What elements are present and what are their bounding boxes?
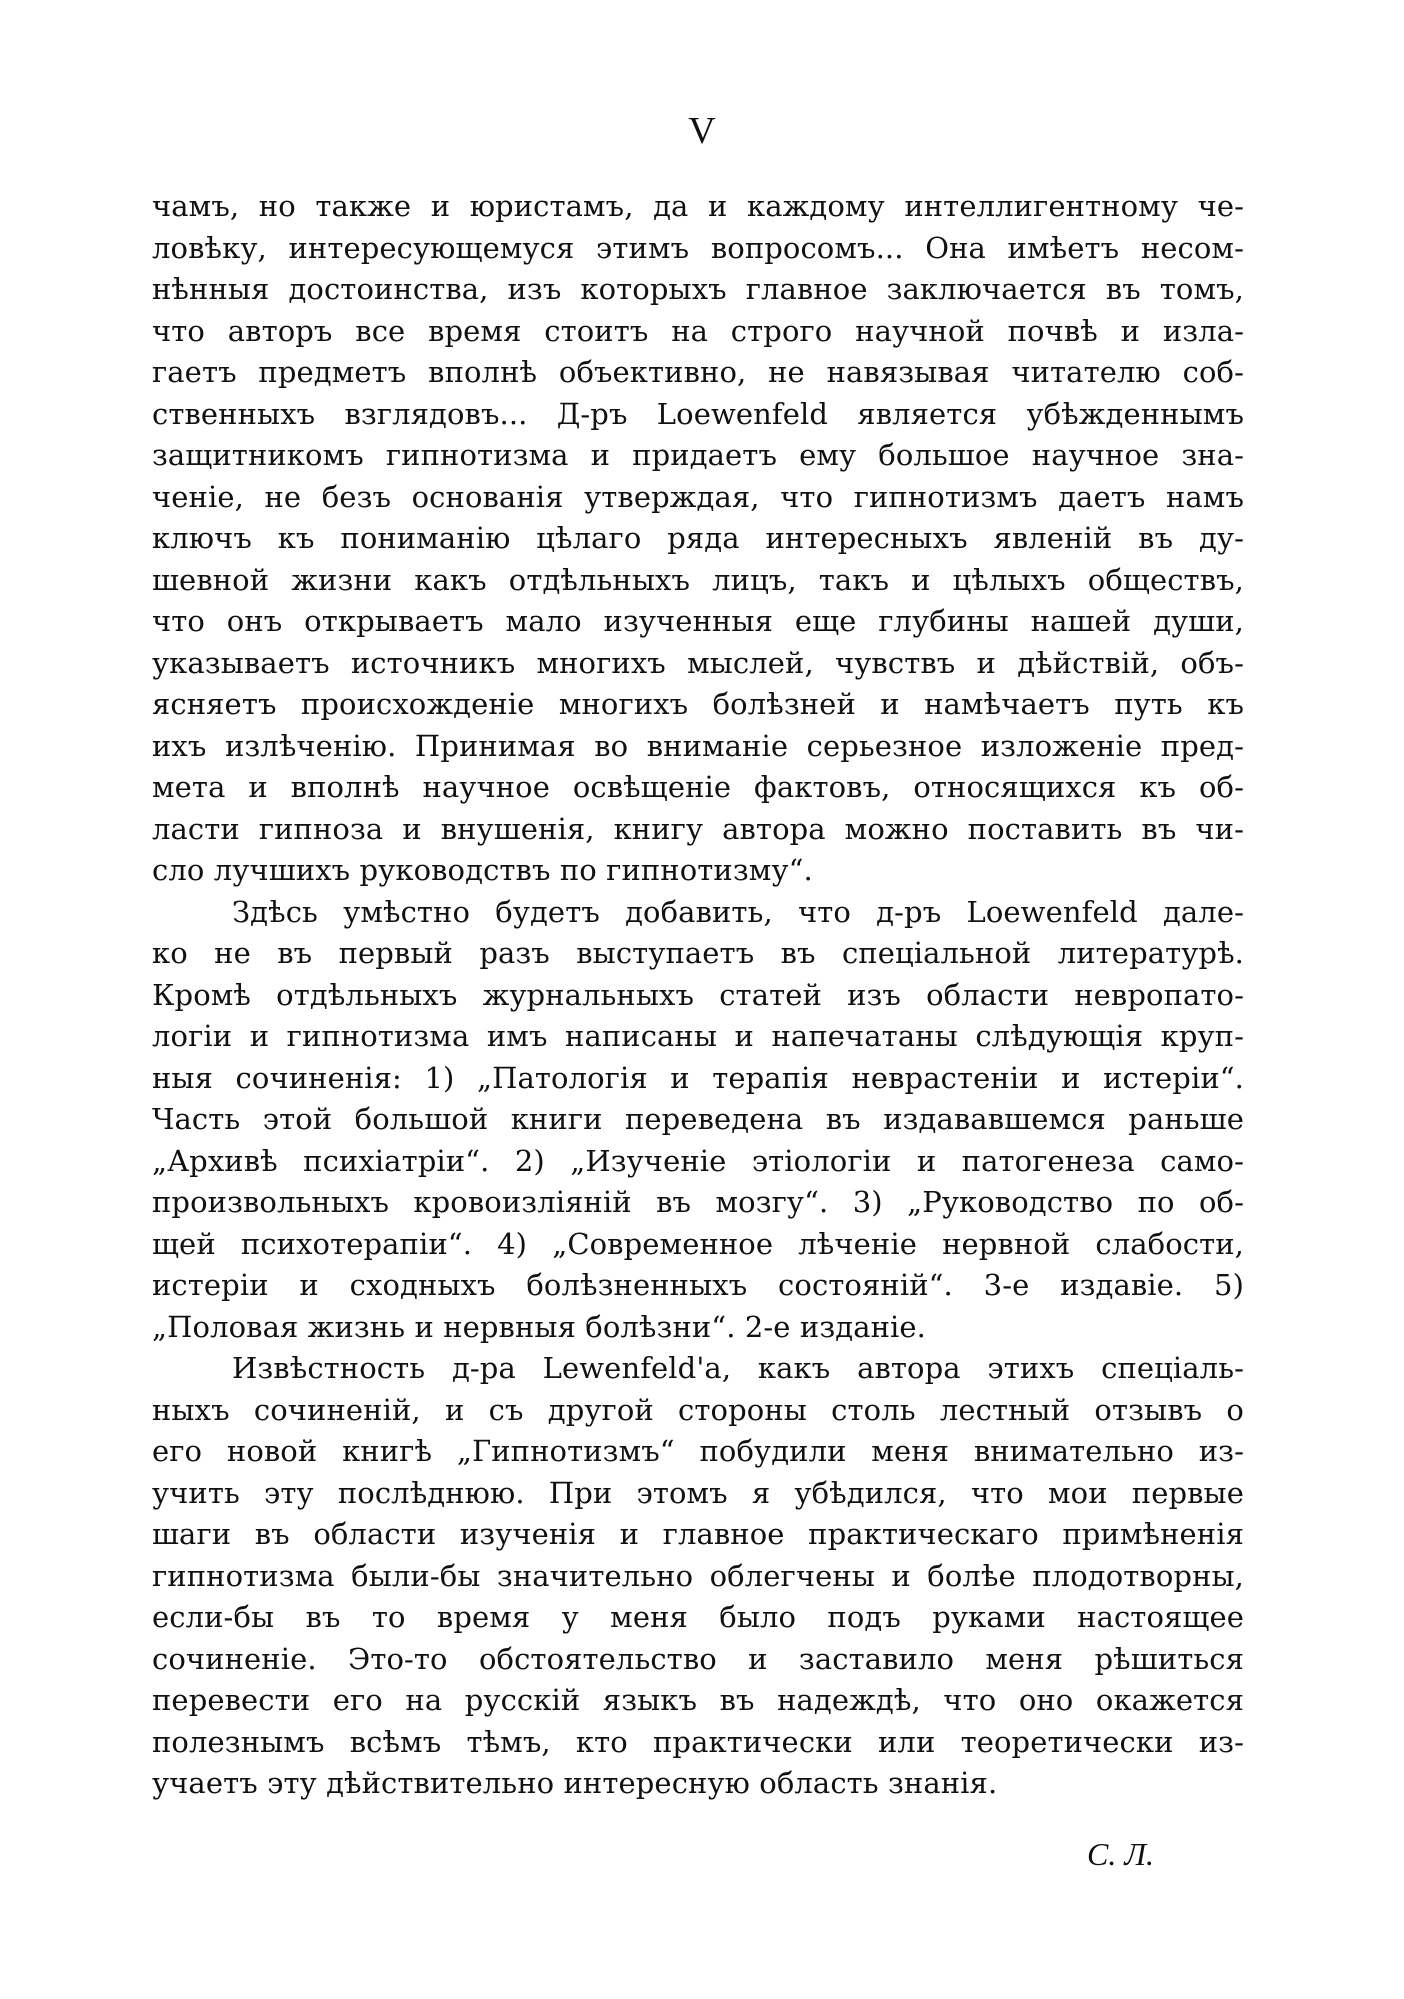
text-line: полезнымъ всѣмъ тѣмъ, кто практически или теоретически из-: [152, 1724, 1244, 1759]
text-line: шевной жизни какъ отдѣльныхъ лицъ, такъ и цѣлыхъ обществъ,: [152, 562, 1244, 597]
text-line: его новой книгѣ „Гипнотизмъ“ побудили меня внимательно из-: [152, 1434, 1244, 1468]
text-line: мета и вполнѣ научное освѣщеніе фактовъ, относящихся къ об-: [152, 770, 1244, 804]
text-line: гипнотизма были-бы значительно облегчены и болѣе плодотворны,: [152, 1558, 1244, 1593]
text-line: учить эту послѣднюю. При этомъ я убѣдился, что мои первые: [152, 1475, 1244, 1510]
text-line: „Архивѣ психіатріи“. 2) „Изученіе этіологіи и патогенеза само-: [152, 1143, 1244, 1178]
paragraph: [152, 1348, 1244, 1805]
text-line: учаетъ эту дѣйствительно интересную область знанія.: [152, 1766, 998, 1800]
text-line: Здѣсь умѣстно будетъ добавить, что д-ръ Loewenfeld дале-: [232, 894, 1244, 929]
text-line: ихъ излѣченію. Принимая во вниманіе серьезное изложеніе пред-: [152, 728, 1244, 763]
text-line: указываетъ источникъ многихъ мыслей, чувствъ и дѣйствій, объ-: [152, 645, 1244, 680]
body-text: [152, 186, 1244, 1805]
text-line: „Половая жизнь и нервныя болѣзни“. 2-е изданіе.: [152, 1309, 926, 1344]
text-line: ласти гипноза и внушенія, книгу автора можно поставить въ чи-: [152, 811, 1244, 846]
text-line: защитникомъ гипнотизма и придаетъ ему большое научное зна-: [152, 438, 1244, 472]
text-line: щей психотерапіи“. 4) „Современное лѣченіе нервной слабости,: [152, 1226, 1244, 1261]
text-line: ключъ къ пониманію цѣлаго ряда интересныхъ явленій въ ду-: [152, 521, 1244, 555]
text-line: перевести его на русскій языкъ въ надеждѣ, что оно окажется: [152, 1683, 1244, 1717]
text-line: Кромѣ отдѣльныхъ журнальныхъ статей изъ области невропато-: [152, 977, 1244, 1012]
text-line: Извѣстность д-ра Lewenfeld'a, какъ автора этихъ спеціаль-: [232, 1351, 1244, 1385]
text-line: логіи и гипнотизма имъ написаны и напечатаны слѣдующія круп-: [152, 1019, 1244, 1053]
text-line: истеріи и сходныхъ болѣзненныхъ состояній“. 3-е издавіе. 5): [152, 1268, 1244, 1302]
text-line: произвольныхъ кровоизліяній въ мозгу“. 3) „Руководство по об-: [152, 1185, 1244, 1219]
signature: С. Л.: [1086, 1836, 1154, 1872]
text-line: ственныхъ взглядовъ... Д-ръ Loewenfeld является убѣжденнымъ: [152, 396, 1244, 431]
text-line: ченіе, не безъ основанія утверждая, что гипнотизмъ даетъ намъ: [152, 479, 1244, 514]
text-line: гаетъ предметъ вполнѣ объективно, не навязывая читателю соб-: [152, 355, 1244, 389]
paragraph: [152, 186, 1244, 892]
text-line: нѣнныя достоинства, изъ которыхъ главное заключается въ томъ,: [152, 272, 1244, 306]
text-line: ясняетъ происхожденіе многихъ болѣзней и намѣчаетъ путь къ: [152, 687, 1244, 721]
text-line: Часть этой большой книги переведена въ издававшемся раньше: [152, 1102, 1244, 1136]
text-line: если-бы въ то время у меня было подъ руками настоящее: [152, 1600, 1244, 1634]
text-line: чамъ, но также и юристамъ, да и каждому интеллигентному че-: [152, 189, 1244, 223]
text-line: ко не въ первый разъ выступаетъ въ спеціальной литературѣ.: [152, 936, 1244, 970]
text-line: что авторъ все время стоитъ на строго научной почвѣ и изла-: [152, 313, 1244, 348]
paragraph: [152, 892, 1244, 1349]
text-line: ныя сочиненія: 1) „Патологія и терапія неврастеніи и истеріи“.: [152, 1060, 1244, 1095]
text-line: сочиненіе. Это-то обстоятельство и заставило меня рѣшиться: [152, 1641, 1244, 1676]
page-number: V: [688, 110, 716, 152]
text-line: ловѣку, интересующемуся этимъ вопросомъ... Она имѣетъ несом-: [152, 230, 1244, 265]
text-line: ныхъ сочиненій, и съ другой стороны столь лестный отзывъ о: [152, 1392, 1244, 1427]
text-line: сло лучшихъ руководствъ по гипнотизму“.: [152, 853, 813, 887]
text-line: шаги въ области изученія и главное практическаго примѣненія: [152, 1517, 1244, 1551]
text-line: что онъ открываетъ мало изученныя еще глубины нашей души,: [152, 604, 1244, 638]
